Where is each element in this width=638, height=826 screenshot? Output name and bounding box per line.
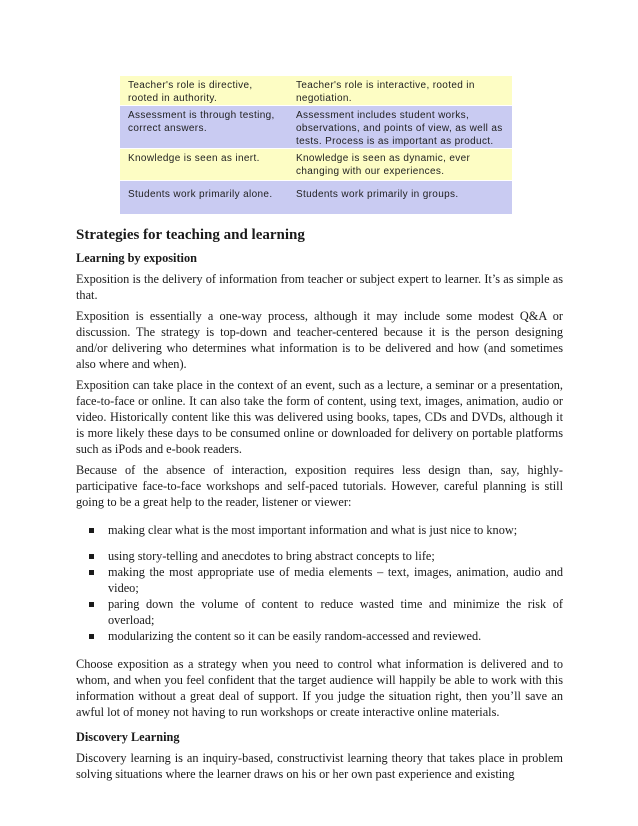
table-cell: Knowledge is seen as inert.: [120, 149, 288, 181]
square-bullet-icon: [89, 570, 94, 575]
square-bullet-icon: [89, 528, 94, 533]
list-item: [76, 564, 563, 596]
square-bullet-icon: [89, 554, 94, 559]
paragraph: Exposition can take place in the context of an event, such as a lecture, a seminar or a presentation, face-to-face or online. It can also take the form of content, using text, images, animation, audio or video. Historically content like this was delivered using books, tapes, CDs and DVDs, although it is more likely these days to be consumed online or downloaded for delivery on portable platforms such as iPods and e-book readers.: [76, 378, 563, 456]
list-item: [76, 628, 563, 644]
list-item: [76, 548, 563, 564]
table-row: [120, 76, 512, 106]
list-item: [76, 596, 563, 628]
subsection-heading-discovery: Discovery Learning: [76, 730, 180, 744]
paragraph: Because of the absence of interaction, exposition requires less design than, say, highly-participative face-to-face workshops and self-paced tutorials. However, careful planning is still going to be a great help to the reader, listener or viewer:: [76, 463, 563, 509]
table-row: [120, 181, 512, 215]
table-cell: Teacher's role is directive, rooted in authority.: [120, 76, 288, 106]
square-bullet-icon: [89, 634, 94, 639]
section-title: Strategies for teaching and learning: [76, 227, 305, 243]
paragraph: Choose exposition as a strategy when you need to control what information is delivered and to whom, and when you feel confident that the target audience will happily be able to work with this information without a great deal of support. If you judge the situation right, then you’ll save an awful lot of money not having to run workshops or create interactive online materials.: [76, 657, 563, 719]
list-item-text: modularizing the content so it can be easily random-accessed and reviewed.: [108, 629, 482, 643]
table-cell: Assessment is through testing, correct answers.: [120, 106, 288, 149]
list-item-text: making clear what is the most important information and what is just nice to know;: [108, 523, 518, 537]
table-cell: Students work primarily alone.: [120, 181, 288, 215]
list-item-text: using story-telling and anecdotes to bring abstract concepts to life;: [108, 549, 435, 563]
table-cell: Knowledge is seen as dynamic, ever changing with our experiences.: [288, 149, 512, 181]
table-row: [120, 149, 512, 181]
paragraph: Discovery learning is an inquiry-based, constructivist learning theory that takes place in problem solving situations where the learner draws on his or her own past experience and existing: [76, 751, 563, 781]
list-item: [76, 522, 563, 538]
square-bullet-icon: [89, 602, 94, 607]
table-cell: Students work primarily in groups.: [288, 181, 512, 215]
bullet-list: [76, 522, 563, 644]
table-cell: Assessment includes student works, observations, and points of view, as well as tests. Process is as important as product.: [288, 106, 512, 149]
list-item-text: making the most appropriate use of media elements – text, images, animation, audio and video;: [108, 565, 563, 595]
subsection-heading-exposition: Learning by exposition: [76, 251, 197, 265]
table-cell: Teacher's role is interactive, rooted in negotiation.: [288, 76, 512, 106]
list-item-text: paring down the volume of content to reduce wasted time and minimize the risk of overload;: [108, 597, 563, 627]
paragraph: Exposition is the delivery of information from teacher or subject expert to learner. It’s as simple as that.: [76, 272, 563, 302]
paragraph: Exposition is essentially a one-way process, although it may include some modest Q&A or discussion. The strategy is top-down and teacher-centered because it is the person designing and/or delivering who determines what information is to be delivered and how (and sometimes also where and when).: [76, 309, 563, 371]
document-body: [76, 226, 563, 787]
table-row: [120, 106, 512, 149]
comparison-table: [120, 76, 512, 214]
